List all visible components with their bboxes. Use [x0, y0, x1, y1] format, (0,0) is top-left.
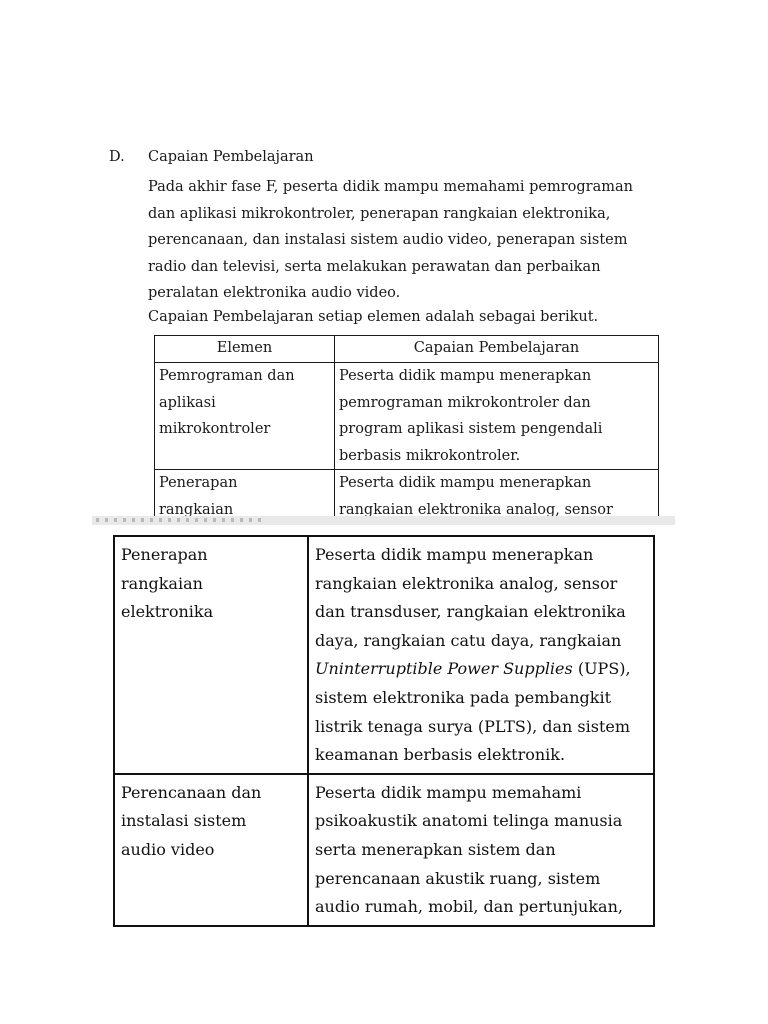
table-row	[114, 774, 654, 926]
cell-elemen: Perencanaan dan instalasi sistem audio video	[114, 774, 308, 926]
header-capaian: Capaian Pembelajaran	[335, 336, 659, 363]
intro-line: dan aplikasi mikrokontroler, penerapan rangkaian elektronika,	[148, 205, 611, 222]
intro-sentence: Capaian Pembelajaran setiap elemen adalah sebagai berikut.	[148, 309, 599, 325]
top-table-clip	[150, 330, 670, 516]
cell-elemen: Penerapan rangkaian elektronika	[114, 536, 308, 774]
table-row	[114, 536, 654, 774]
achievement-table-top	[154, 335, 659, 516]
intro-paragraph	[148, 174, 658, 307]
section-letter: D.	[109, 149, 125, 165]
section-title: Capaian Pembelajaran	[148, 149, 314, 165]
intro-line: Pada akhir fase F, peserta didik mampu memahami pemrograman	[148, 179, 633, 195]
ups-term: Uninterruptible Power Supplies	[315, 659, 573, 679]
table-row	[155, 470, 659, 516]
table-header-row	[155, 336, 659, 363]
intro-line: perencanaan, dan instalasi sistem audio video, penerapan sistem	[148, 232, 628, 249]
scan-noise	[96, 518, 266, 522]
cell-capaian: Peserta didik mampu menerapkan rangkaian elektronika analog, sensor	[335, 470, 659, 516]
table-row	[155, 363, 659, 470]
cell-elemen: Pemrograman dan aplikasi mikrokontroler	[155, 363, 335, 470]
header-elemen: Elemen	[155, 336, 335, 363]
cell-capaian: Peserta didik mampu menerapkan pemrograman mikrokontroler dan program aplikasi sistem pengendali berbasis mikrokontroler.	[335, 363, 659, 470]
cell-capaian: Peserta didik mampu menerapkan rangkaian elektronika analog, sensor dan transduser, rangkaian elektronika daya, rangkaian catu daya, rangkaian Uninterruptible Power Supplies (UPS), sistem elektronika pada pembangkit listrik tenaga surya (PLTS), dan sistem keamanan berbasis elektronik.	[308, 536, 654, 774]
cell-elemen: Penerapan rangkaian	[155, 470, 335, 516]
intro-line: radio dan televisi, serta melakukan perawatan dan perbaikan	[148, 258, 601, 275]
cell-capaian: Peserta didik mampu memahami psikoakustik anatomi telinga manusia serta menerapkan sistem dan perencanaan akustik ruang, sistem audio rumah, mobil, dan pertunjukan,	[308, 774, 654, 926]
intro-line: peralatan elektronika audio video.	[148, 285, 401, 302]
achievement-table-bottom	[113, 535, 655, 927]
